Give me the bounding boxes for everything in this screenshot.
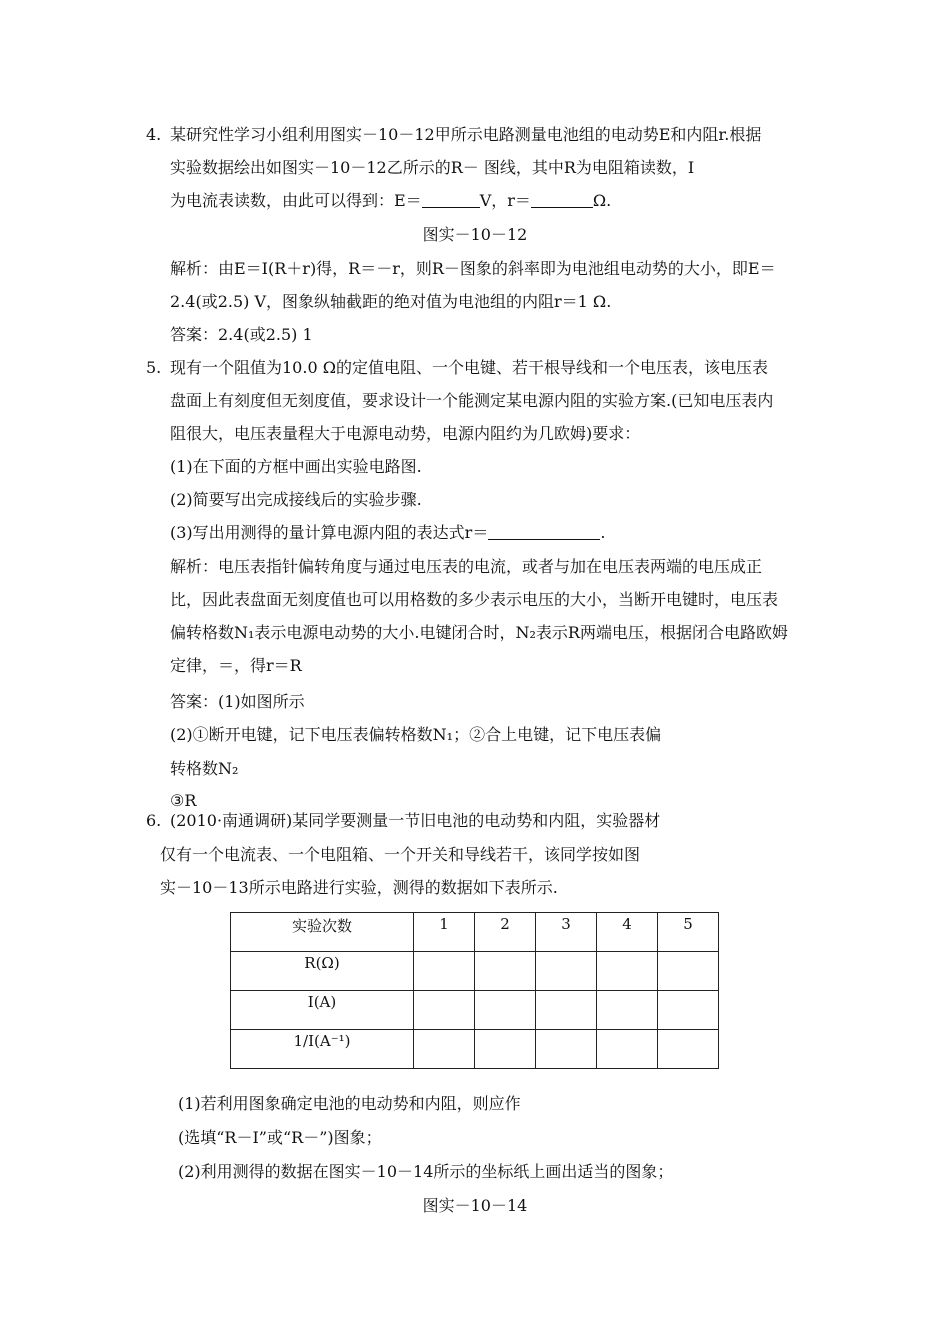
table-cell [536, 991, 597, 1030]
table-cell [414, 1030, 475, 1069]
q6-text-line3: 实－10－13所示电路进行实验，测得的数据如下表所示. [160, 878, 558, 897]
q5-analysis-line2: 比，因此表盘面无刻度值也可以用格数的多少表示电压的大小，当断开电键时，电压表 [170, 590, 779, 609]
q6-item2: (2)利用测得的数据在图实－10－14所示的坐标纸上画出适当的图象； [178, 1162, 674, 1181]
q4-analysis-line1: 解析：由E＝I(R＋r)得，R＝－r，则R－图象的斜率即为电池组电动势的大小，即E＝ [170, 259, 776, 278]
table-cell [658, 1030, 719, 1069]
q5-analysis-line4: 定律，＝，得r＝R [170, 656, 302, 675]
table-cell [597, 1030, 658, 1069]
q5-number: 5. [146, 358, 162, 377]
table-header-cell: 1 [414, 913, 475, 952]
table-cell [597, 952, 658, 991]
q5-item3-text: (3)写出用测得的量计算电源内阻的表达式r＝ [170, 523, 489, 542]
q4-text-line1: 某研究性学习小组利用图实－10－12甲所示电路测量电池组的电动势E和内阻r.根据 [170, 125, 762, 144]
table-row [231, 952, 719, 991]
table-row [231, 1030, 719, 1069]
table-header-row [231, 913, 719, 952]
q6-item1-choice: (选填“R－I”或“R－”)图象； [178, 1128, 382, 1147]
table-cell [414, 952, 475, 991]
table-cell [597, 991, 658, 1030]
q4-line3-part-a: 为电流表读数，由此可以得到：E＝ [170, 191, 422, 210]
table-cell [658, 952, 719, 991]
q5-blank-r [488, 523, 600, 540]
q4-text-line3 [170, 190, 611, 212]
q4-blank-e [422, 191, 480, 208]
q5-item3 [170, 522, 605, 544]
q5-item1: (1)在下面的方框中画出实验电路图. [170, 457, 422, 476]
table-row-label: R(Ω) [231, 952, 414, 991]
q4-blank-r [531, 191, 593, 208]
q4-answer: 答案：2.4(或2.5) 1 [170, 325, 313, 344]
q6-item1: (1)若利用图象确定电池的电动势和内阻，则应作 [178, 1094, 521, 1113]
q4-number: 4. [146, 125, 162, 144]
data-table [230, 912, 719, 1069]
q6-figure-caption: 图实－10－14 [422, 1196, 528, 1215]
table-header-cell: 4 [597, 913, 658, 952]
table-header-cell: 2 [475, 913, 536, 952]
q5-analysis-line3: 偏转格数N₁表示电源电动势的大小.电键闭合时，N₂表示R两端电压，根据闭合电路欧姆 [170, 623, 788, 642]
q5-answer-line3: 转格数N₂ [170, 759, 239, 778]
q5-text-line3: 阻很大，电压表量程大于电源电动势，电源内阻约为几欧姆)要求： [170, 424, 641, 443]
q5-text-line1: 现有一个阻值为10.0 Ω的定值电阻、一个电键、若干根导线和一个电压表，该电压表 [170, 358, 768, 377]
table-row-label: 1/I(A⁻¹) [231, 1030, 414, 1069]
table-header-cell: 5 [658, 913, 719, 952]
table-header-cell: 3 [536, 913, 597, 952]
q4-analysis-line2: 2.4(或2.5) V，图象纵轴截距的绝对值为电池组的内阻r＝1 Ω. [170, 292, 612, 311]
q5-answer-line2: (2)①断开电键，记下电压表偏转格数N₁；②合上电键，记下电压表偏 [170, 725, 662, 744]
table-row-label: I(A) [231, 991, 414, 1030]
table-cell [475, 952, 536, 991]
table-cell [475, 991, 536, 1030]
table-cell [658, 991, 719, 1030]
q6-text-line2: 仅有一个电流表、一个电阻箱、一个开关和导线若干，该同学按如图 [160, 845, 641, 864]
q4-figure-caption: 图实－10－12 [422, 225, 528, 244]
q4-line3-part-c: Ω. [592, 191, 612, 210]
q4-text-line2: 实验数据绘出如图实－10－12乙所示的R－ 图线，其中R为电阻箱读数，I [170, 158, 695, 177]
table-header-cell: 实验次数 [231, 913, 414, 952]
q6-text-line1: (2010·南通调研)某同学要测量一节旧电池的电动势和内阻，实验器材 [170, 811, 661, 830]
q5-answer-line1: 答案：(1)如图所示 [170, 692, 305, 711]
q5-item2: (2)简要写出完成接线后的实验步骤. [170, 490, 422, 509]
table-cell [536, 1030, 597, 1069]
q6-number: 6. [146, 811, 162, 830]
table-row [231, 991, 719, 1030]
table-cell [536, 952, 597, 991]
table-cell [475, 1030, 536, 1069]
q5-answer-line4: ③R [170, 791, 197, 810]
q5-item3-end: . [600, 523, 606, 542]
q5-text-line2: 盘面上有刻度但无刻度值，要求设计一个能测定某电源内阻的实验方案.(已知电压表内 [170, 391, 774, 410]
q5-analysis-line1: 解析：电压表指针偏转角度与通过电压表的电流，或者与加在电压表两端的电压成正 [170, 557, 763, 576]
table-cell [414, 991, 475, 1030]
q4-line3-part-b: V，r＝ [479, 191, 531, 210]
